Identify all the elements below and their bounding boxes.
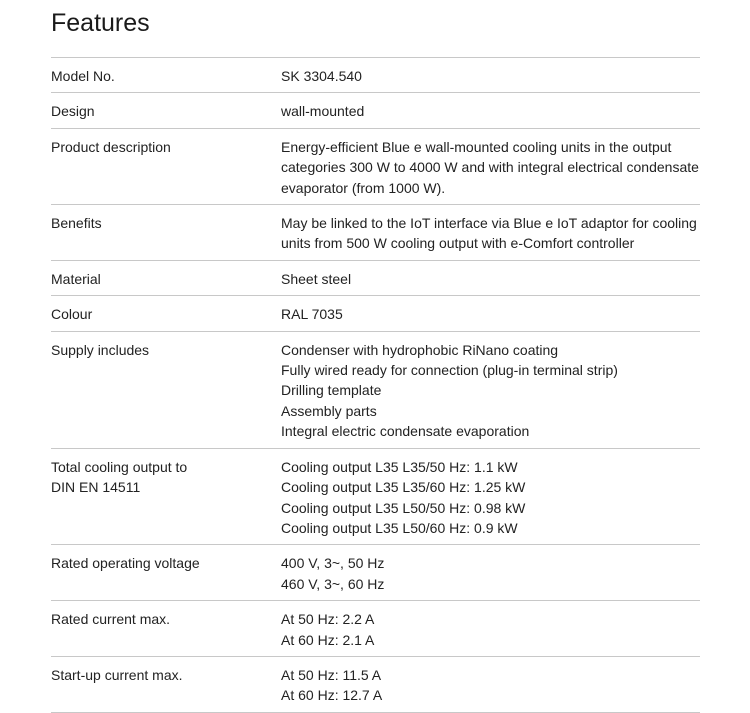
spec-value-line: 400 V, 3~, 50 Hz xyxy=(281,555,385,572)
spec-value-line: At 60 Hz: 12.7 A xyxy=(281,687,383,704)
spec-label-line: Material xyxy=(51,270,101,287)
spec-row xyxy=(51,332,700,449)
spec-label-line: Colour xyxy=(51,306,93,323)
spec-row xyxy=(51,205,700,261)
spec-row xyxy=(51,296,700,331)
spec-label-line: Design xyxy=(51,103,95,120)
spec-value-line: Cooling output L35 L35/50 Hz: 1.1 kW xyxy=(281,458,518,475)
spec-label-line: Model No. xyxy=(51,68,115,84)
spec-value xyxy=(281,553,700,594)
spec-label-line: Benefits xyxy=(51,215,102,232)
spec-value xyxy=(281,304,700,324)
spec-value xyxy=(281,101,700,121)
spec-value-line: RAL 7035 xyxy=(281,306,343,323)
spec-label-line: Supply includes xyxy=(51,341,150,358)
spec-label xyxy=(51,66,281,86)
spec-label xyxy=(51,609,281,650)
spec-row xyxy=(51,601,700,657)
spec-value xyxy=(281,609,700,650)
spec-label xyxy=(51,101,281,121)
spec-label xyxy=(51,340,281,442)
spec-label-line: Rated operating voltage xyxy=(51,555,200,572)
spec-value-line: units from 500 W cooling output with e-Comfort controller xyxy=(281,235,635,252)
spec-label xyxy=(51,304,281,324)
spec-label xyxy=(51,665,281,706)
spec-label xyxy=(51,137,281,198)
spec-value xyxy=(281,213,700,254)
spec-value xyxy=(281,340,700,442)
spec-value-line: evaporator (from 1000 W). xyxy=(281,179,446,196)
spec-value-line: Cooling output L35 L35/60 Hz: 1.25 kW xyxy=(281,479,526,496)
spec-value-line: Fully wired ready for connection (plug-in terminal strip) xyxy=(281,362,618,379)
spec-value-line: May be linked to the IoT interface via Blue e IoT adaptor for cooling xyxy=(281,215,697,232)
spec-label-line: Product description xyxy=(51,138,171,155)
spec-label xyxy=(51,213,281,254)
spec-row xyxy=(51,545,700,601)
spec-label xyxy=(51,457,281,539)
spec-value-line: categories 300 W to 4000 W and with integral electrical condensate xyxy=(281,159,699,176)
spec-label-line: Start-up current max. xyxy=(51,666,183,683)
spec-value-line: Drilling template xyxy=(281,382,382,399)
spec-value-line: Assembly parts xyxy=(281,402,377,419)
spec-row xyxy=(51,93,700,128)
spec-value-line: At 50 Hz: 2.2 A xyxy=(281,611,375,628)
spec-row xyxy=(51,261,700,296)
spec-value xyxy=(281,66,700,86)
spec-row xyxy=(51,449,700,546)
spec-value xyxy=(281,457,700,539)
spec-value xyxy=(281,137,700,198)
spec-label xyxy=(51,553,281,594)
spec-row xyxy=(51,58,700,93)
spec-label-line: Rated current max. xyxy=(51,611,171,628)
spec-value xyxy=(281,665,700,706)
spec-value-line: Cooling output L35 L50/50 Hz: 0.98 kW xyxy=(281,499,526,516)
spec-value-line: At 60 Hz: 2.1 A xyxy=(281,631,375,648)
spec-row xyxy=(51,657,700,713)
spec-table xyxy=(51,57,700,713)
spec-row xyxy=(51,129,700,205)
spec-value-line: Condenser with hydrophobic RiNano coating xyxy=(281,341,559,358)
spec-value-line: Integral electric condensate evaporation xyxy=(281,423,530,440)
spec-value-line: SK 3304.540 xyxy=(281,68,362,84)
spec-value-line: At 50 Hz: 11.5 A xyxy=(281,666,382,683)
spec-value-line: Sheet steel xyxy=(281,270,352,287)
spec-label xyxy=(51,269,281,289)
spec-value-line: Cooling output L35 L50/60 Hz: 0.9 kW xyxy=(281,519,518,536)
spec-value-line: 460 V, 3~, 60 Hz xyxy=(281,575,385,592)
spec-label-line: Total cooling output to xyxy=(51,458,188,475)
spec-value-line: wall-mounted xyxy=(281,103,365,120)
spec-value xyxy=(281,269,700,289)
spec-label-line: DIN EN 14511 xyxy=(51,479,141,496)
section-heading: Features xyxy=(51,9,150,37)
spec-value-line: Energy-efficient Blue e wall-mounted cooling units in the output xyxy=(281,138,672,155)
